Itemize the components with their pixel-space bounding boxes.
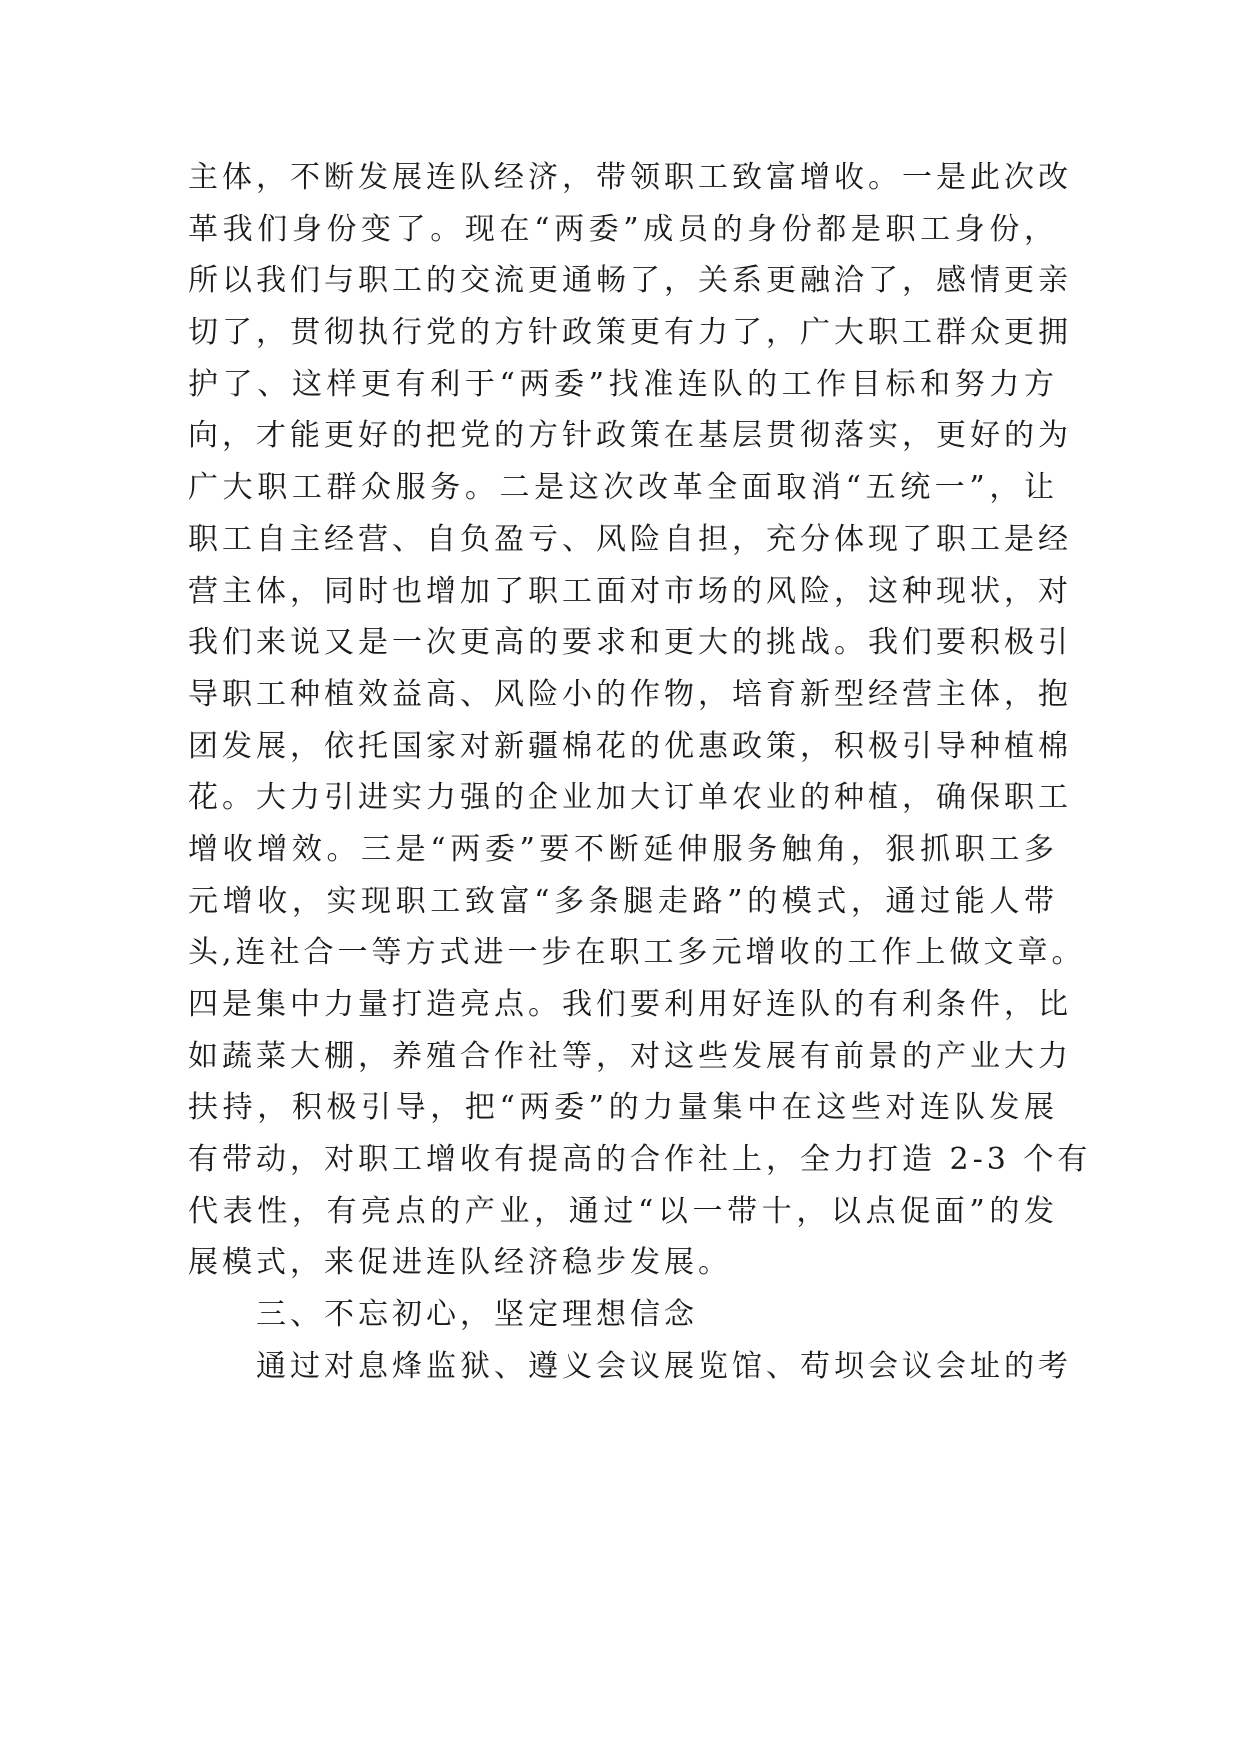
body-line: 展模式，来促进连队经济稳步发展。 (188, 1245, 732, 1281)
body-line: 营主体，同时也增加了职工面对市场的风险，这种现状，对 (188, 573, 1072, 609)
body-line: 革我们身份变了。现在“两委”成员的身份都是职工身份， (188, 211, 1058, 247)
body-line: 花。大力引进实力强的企业加大订单农业的种植，确保职工 (188, 780, 1072, 816)
body-line: 导职工种植效益高、风险小的作物，培育新型经营主体，抱 (188, 676, 1072, 712)
body-line: 切了，贯彻执行党的方针政策更有力了，广大职工群众更拥 (188, 315, 1072, 351)
section-heading: 三、不忘初心，坚定理想信念 (256, 1297, 698, 1333)
body-line: 向，才能更好的把党的方针政策在基层贯彻落实，更好的为 (188, 418, 1072, 454)
body-line: 团发展，依托国家对新疆棉花的优惠政策，积极引导种植棉 (188, 728, 1072, 764)
body-line: 所以我们与职工的交流更通畅了，关系更融洽了，感情更亲 (188, 263, 1072, 299)
body-line: 元增收，实现职工致富“多条腿走路”的模式，通过能人带 (188, 883, 1058, 919)
body-line: 代表性，有亮点的产业，通过“以一带十，以点促面”的发 (188, 1193, 1058, 1229)
body-line: 有带动，对职工增收有提高的合作社上，全力打造 2-3 个有 (188, 1142, 1092, 1178)
body-line: 头,连社合一等方式进一步在职工多元增收的工作上做文章。 (188, 935, 1086, 971)
body-line: 如蔬菜大棚，养殖合作社等，对这些发展有前景的产业大力 (188, 1038, 1072, 1074)
body-line: 主体，不断发展连队经济，带领职工致富增收。一是此次改 (188, 160, 1072, 195)
body-line: 增收增效。三是“两委”要不断延伸服务触角，狠抓职工多 (188, 831, 1058, 867)
body-line: 扶持，积极引导，把“两委”的力量集中在这些对连队发展 (188, 1090, 1058, 1126)
document-body (188, 158, 1092, 1399)
body-line: 广大职工群众服务。二是这次改革全面取消“五统一”，让 (188, 470, 1058, 506)
paragraph-start-line: 通过对息烽监狱、遵义会议展览馆、苟坝会议会址的考 (256, 1348, 1072, 1384)
body-line: 护了、这样更有利于“两委”找准连队的工作目标和努力方 (188, 366, 1058, 402)
body-line: 四是集中力量打造亮点。我们要利用好连队的有利条件，比 (188, 987, 1072, 1022)
body-line: 我们来说又是一次更高的要求和更大的挑战。我们要积极引 (188, 625, 1072, 661)
body-line: 职工自主经营、自负盈亏、风险自担，充分体现了职工是经 (188, 521, 1072, 557)
